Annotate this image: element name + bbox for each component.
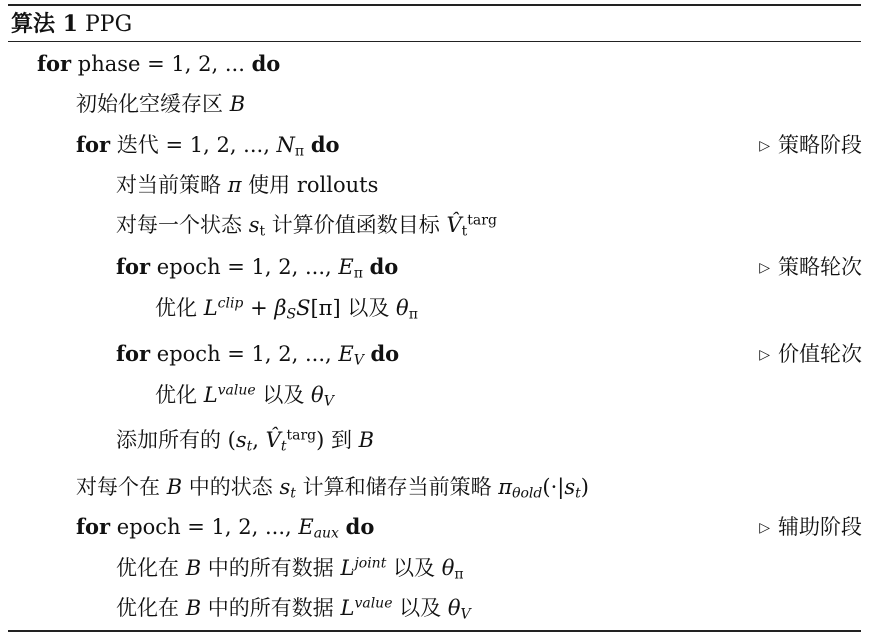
line-text: 中的所有数据 <box>201 556 341 580</box>
subscript: V <box>460 606 471 623</box>
keyword-do: do <box>345 514 375 539</box>
loop-header: 迭代 = 1, 2, ..., <box>116 133 277 157</box>
superscript: targ <box>286 427 317 444</box>
line-content <box>116 425 374 455</box>
math-symbol: L <box>340 596 355 620</box>
keyword-for: for <box>116 254 151 279</box>
keyword-for: for <box>76 514 111 539</box>
line-comment <box>759 512 862 543</box>
algo-line-12 <box>0 512 882 542</box>
keyword-do: do <box>370 341 400 366</box>
math-symbol: θ <box>311 383 324 407</box>
line-text: 对每一个状态 <box>116 213 249 237</box>
title-rule <box>8 41 861 42</box>
superscript: value <box>217 382 256 399</box>
loop-header: epoch = 1, 2, ..., <box>156 342 339 366</box>
subscript: aux <box>313 525 339 542</box>
algo-line-4 <box>0 170 882 200</box>
line-content <box>76 512 374 542</box>
comment-triangle-icon: ▷ <box>759 520 770 536</box>
math-symbol: N <box>276 133 295 157</box>
line-text: 以及 <box>255 383 312 407</box>
algorithm-number: 算法 1 <box>11 11 78 37</box>
subscript: t <box>246 438 253 455</box>
subscript: θold <box>512 485 543 502</box>
keyword-do: do <box>251 51 281 76</box>
loop-header: phase = 1, 2, ... <box>77 52 245 76</box>
line-comment <box>759 252 862 283</box>
math-symbol: s <box>564 475 576 499</box>
line-content <box>37 49 280 79</box>
algo-line-11 <box>0 472 882 502</box>
algo-line-10 <box>0 425 882 455</box>
superscript: clip <box>217 295 244 312</box>
keyword-do: do <box>369 254 399 279</box>
line-content <box>116 252 398 282</box>
line-text: 以及 <box>392 596 448 620</box>
line-content <box>76 472 589 502</box>
line-text: 使用 rollouts <box>241 173 379 197</box>
math-symbol: E <box>298 515 314 539</box>
keyword-for: for <box>37 51 72 76</box>
math-symbol: S <box>296 296 311 320</box>
line-content <box>116 210 497 240</box>
algo-line-3 <box>0 130 882 160</box>
math-symbol: B <box>358 428 375 452</box>
math-symbol: E <box>338 342 354 366</box>
comment-text: 策略阶段 <box>778 133 862 157</box>
line-content <box>116 553 464 583</box>
line-text: 对每个在 <box>76 475 167 499</box>
line-text: 计算和储存当前策略 <box>295 475 499 499</box>
line-content <box>76 89 245 119</box>
line-text: , <box>252 428 266 452</box>
math-symbol: L <box>340 556 355 580</box>
subscript: t <box>259 223 266 240</box>
subscript: π <box>454 566 464 583</box>
line-text: 中的所有数据 <box>201 596 341 620</box>
line-text: 以及 <box>386 556 442 580</box>
algorithm-name: PPG <box>84 12 133 37</box>
subscript: t <box>280 438 287 455</box>
algo-line-8 <box>0 339 882 369</box>
superscript: value <box>354 595 393 612</box>
line-content <box>76 130 340 160</box>
algo-line-13 <box>0 553 882 583</box>
line-text: 计算价值函数目标 <box>265 213 447 237</box>
math-symbol: θ <box>441 556 455 580</box>
keyword-for: for <box>76 132 111 157</box>
math-symbol: V̂ <box>446 213 462 237</box>
line-content <box>155 380 334 410</box>
comment-triangle-icon: ▷ <box>759 138 770 154</box>
algo-line-7 <box>0 293 882 323</box>
line-text: 优化 <box>155 383 204 407</box>
comment-text: 价值轮次 <box>778 342 862 366</box>
comment-text: 策略轮次 <box>778 255 862 279</box>
line-text: + <box>243 296 275 320</box>
keyword-for: for <box>116 341 151 366</box>
line-text: 优化在 <box>116 556 186 580</box>
subscript: V <box>323 393 334 410</box>
math-symbol: s <box>235 428 247 452</box>
keyword-do: do <box>310 132 340 157</box>
line-text: [π] 以及 <box>310 296 397 320</box>
line-text: ) <box>580 475 589 499</box>
loop-header: epoch = 1, 2, ..., <box>116 515 299 539</box>
line-content <box>116 339 399 369</box>
algo-line-1 <box>0 49 882 79</box>
algorithm-title <box>11 10 132 39</box>
algo-line-9 <box>0 380 882 410</box>
comment-triangle-icon: ▷ <box>759 347 770 363</box>
math-symbol: L <box>203 383 218 407</box>
math-symbol: B <box>185 556 202 580</box>
algo-line-2 <box>0 89 882 119</box>
line-comment <box>759 130 862 161</box>
math-symbol: π <box>498 475 513 499</box>
line-content <box>116 170 378 200</box>
math-symbol: E <box>338 255 354 279</box>
subscript: t <box>461 223 468 240</box>
subscript: V <box>353 352 364 369</box>
subscript: π <box>294 143 305 160</box>
line-content <box>155 293 418 323</box>
superscript: joint <box>354 555 387 572</box>
subscript: S <box>286 306 297 323</box>
line-text: 优化在 <box>116 596 186 620</box>
loop-header: epoch = 1, 2, ..., <box>156 255 339 279</box>
line-text: 对当前策略 <box>116 173 228 197</box>
line-content <box>116 593 471 623</box>
subscript: t <box>290 485 296 502</box>
line-text: 中的状态 <box>182 475 280 499</box>
math-symbol: s <box>279 475 291 499</box>
math-symbol: θ <box>447 596 461 620</box>
line-text: 优化 <box>155 296 204 320</box>
math-symbol: V̂ <box>265 428 281 452</box>
math-symbol: B <box>185 596 202 620</box>
math-symbol: s <box>248 213 260 237</box>
math-symbol: β <box>274 296 287 320</box>
line-comment <box>759 339 862 370</box>
line-text: (·| <box>542 475 565 499</box>
comment-triangle-icon: ▷ <box>759 260 770 276</box>
algo-line-14 <box>0 593 882 623</box>
top-rule <box>8 4 861 6</box>
subscript: π <box>408 306 418 323</box>
math-symbol: π <box>227 173 242 197</box>
subscript: π <box>353 265 363 282</box>
line-text: 初始化空缓存区 <box>76 92 230 116</box>
math-symbol: L <box>203 296 218 320</box>
line-text: 添加所有的 ( <box>116 428 236 452</box>
math-symbol: B <box>166 475 183 499</box>
math-symbol: θ <box>396 296 409 320</box>
algo-line-5 <box>0 210 882 240</box>
math-symbol: B <box>229 92 246 116</box>
line-text: ) 到 <box>316 428 359 452</box>
bottom-rule <box>8 630 861 632</box>
subscript: t <box>575 485 581 502</box>
algo-line-6 <box>0 252 882 282</box>
comment-text: 辅助阶段 <box>778 515 862 539</box>
superscript: targ <box>467 212 497 229</box>
